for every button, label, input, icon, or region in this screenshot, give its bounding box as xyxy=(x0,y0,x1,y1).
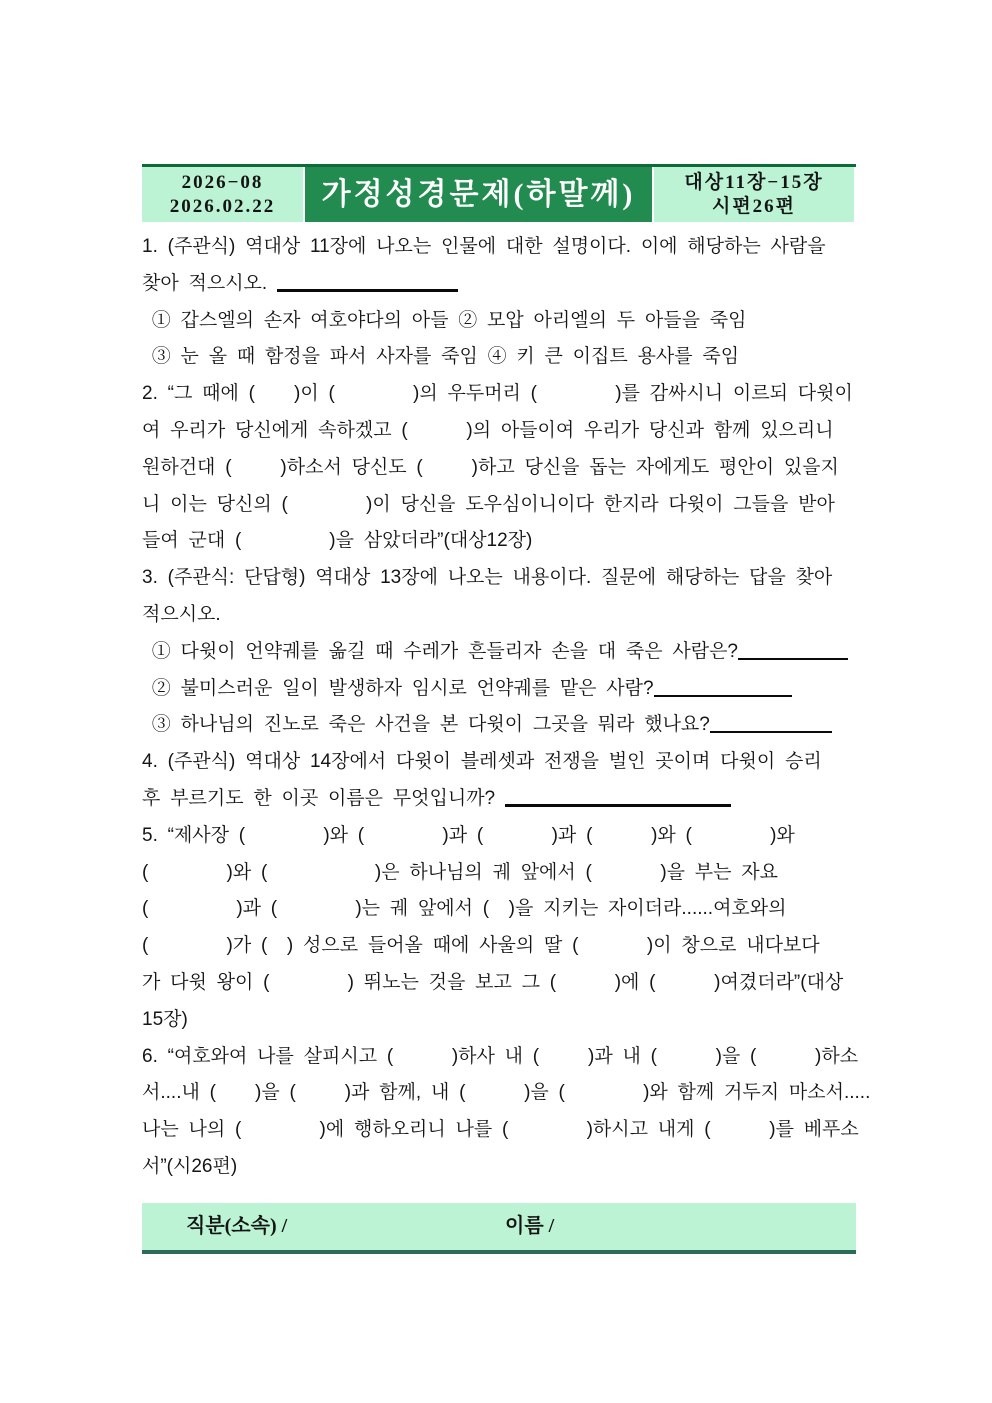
question-text: 찾아 적으시오. xyxy=(142,272,277,294)
worksheet-sheet xyxy=(142,164,871,1254)
question-text: 15장) xyxy=(142,1008,188,1030)
choice-line xyxy=(142,303,856,340)
scripture-range-cell xyxy=(654,167,854,222)
question-2 xyxy=(142,376,856,560)
question-6 xyxy=(142,1039,871,1186)
question-text: 여 우리가 당신에게 속하겠고 ( )의 아들이여 우리가 당신과 함께 있으리니 xyxy=(142,419,834,441)
question-text: ( )과 ( )는 궤 앞에서 ( )을 지키는 자이더라......여호와의 xyxy=(142,898,787,920)
questions-area xyxy=(142,229,871,1186)
question-text: 4. (주관식) 역대상 14장에서 다윗이 블레셋과 전쟁을 벌인 곳이며 다윗이 승리 xyxy=(142,751,822,773)
question-text: ( )가 ( ) 성으로 들어올 때에 사울의 딸 ( )이 창으로 내다보다 xyxy=(142,935,820,957)
issue-number: 2026−08 xyxy=(181,171,264,193)
question-5 xyxy=(142,818,856,1039)
question-line xyxy=(142,523,856,560)
question-line xyxy=(142,891,856,928)
question-line xyxy=(142,266,856,303)
question-text: 가 다윗 왕이 ( ) 뛰노는 것을 보고 그 ( )에 ( )여겼더라”(대상 xyxy=(142,971,844,993)
question-text: 적으시오. xyxy=(142,603,221,625)
question-text: 2. “그 때에 ( )이 ( )의 우두머리 ( )를 감싸시니 이르되 다윗이 xyxy=(142,383,853,405)
question-3 xyxy=(142,560,856,744)
sub-question-line xyxy=(142,707,856,744)
question-text: 3. (주관식: 단답형) 역대상 13장에 나오는 내용이다. 질문에 해당하는 답을 찾아 xyxy=(142,567,833,589)
scripture-range-line1: 대상11장−15장 xyxy=(684,171,824,193)
question-line xyxy=(142,744,856,781)
question-line xyxy=(142,413,856,450)
issue-date-cell xyxy=(142,167,303,222)
question-line xyxy=(142,376,856,413)
question-text: 원하건대 ( )하소서 당신도 ( )하고 당신을 돕는 자에게도 평안이 있을지 xyxy=(142,456,839,478)
question-text: 서....내 ( )을 ( )과 함께, 내 ( )을 ( )와 함께 거두지 마소서..... xyxy=(142,1082,871,1104)
answer-blank xyxy=(738,643,848,660)
answer-blank xyxy=(505,789,731,807)
question-line xyxy=(142,928,856,965)
scripture-range-line2: 시편26편 xyxy=(711,195,797,217)
question-4 xyxy=(142,744,856,818)
question-text: 들여 군대 ( )을 삼았더라”(대상12장) xyxy=(142,530,533,552)
question-line xyxy=(142,781,856,818)
question-line xyxy=(142,965,856,1002)
question-text: 서”(시26편) xyxy=(142,1155,238,1177)
question-text: 니 이는 당신의 ( )이 당신을 도우심이니이다 한지라 다윗이 그들을 받아 xyxy=(142,493,835,515)
position-label: 직분(소속) / xyxy=(186,1214,288,1237)
question-line xyxy=(142,818,856,855)
question-1 xyxy=(142,229,856,376)
question-line xyxy=(142,1039,859,1076)
question-text: 나는 나의 ( )에 행하오리니 나를 ( )하시고 내게 ( )를 베푸소 xyxy=(142,1119,859,1141)
sub-question-text: ① 다윗이 언약궤를 옮길 때 수레가 흔들리자 손을 대 죽은 사람은? xyxy=(142,640,738,662)
worksheet-date: 2026.02.22 xyxy=(169,195,276,217)
question-text: 후 부르기도 한 이곳 이름은 무엇입니까? xyxy=(142,787,505,809)
page-title: 가정성경문제(하말께) xyxy=(321,178,636,211)
sub-question-line xyxy=(142,634,856,671)
choice-text: ① 갑스엘의 손자 여호야다의 아들 ② 모압 아리엘의 두 아들을 죽임 xyxy=(142,309,747,331)
question-text: 6. “여호와여 나를 살피시고 ( )하사 내 ( )과 내 ( )을 ( )하소 xyxy=(142,1045,859,1067)
question-line xyxy=(142,1075,871,1112)
answer-blank xyxy=(710,716,832,733)
question-line xyxy=(142,487,856,524)
question-line xyxy=(142,1002,856,1039)
answer-blank xyxy=(277,274,458,292)
signature-bar xyxy=(142,1203,856,1254)
question-line xyxy=(142,1112,859,1149)
sub-question-text: ② 불미스러운 일이 발생하자 임시로 언약궤를 맡은 사람? xyxy=(142,677,654,699)
choice-line xyxy=(142,339,856,376)
sub-question-text: ③ 하나님의 진노로 죽은 사건을 본 다윗이 그곳을 뭐라 했나요? xyxy=(142,714,710,736)
header-table xyxy=(142,164,856,222)
question-line xyxy=(142,229,856,266)
question-line xyxy=(142,450,856,487)
question-line xyxy=(142,1149,856,1186)
question-line xyxy=(142,597,856,634)
question-text: ( )와 ( )은 하나님의 궤 앞에서 ( )을 부는 자요 xyxy=(142,861,778,883)
question-line xyxy=(142,560,856,597)
question-text: 1. (주관식) 역대상 11장에 나오는 인물에 대한 설명이다. 이에 해당하는 사람을 xyxy=(142,236,826,257)
answer-blank xyxy=(654,680,792,697)
sub-question-line xyxy=(142,671,856,708)
question-line xyxy=(142,855,856,892)
name-label: 이름 / xyxy=(505,1214,555,1237)
choice-text: ③ 눈 올 때 함정을 파서 사자를 죽임 ④ 키 큰 이집트 용사를 죽임 xyxy=(142,346,740,368)
question-text: 5. “제사장 ( )와 ( )과 ( )과 ( )와 ( )와 xyxy=(142,824,795,846)
title-cell xyxy=(305,167,652,222)
